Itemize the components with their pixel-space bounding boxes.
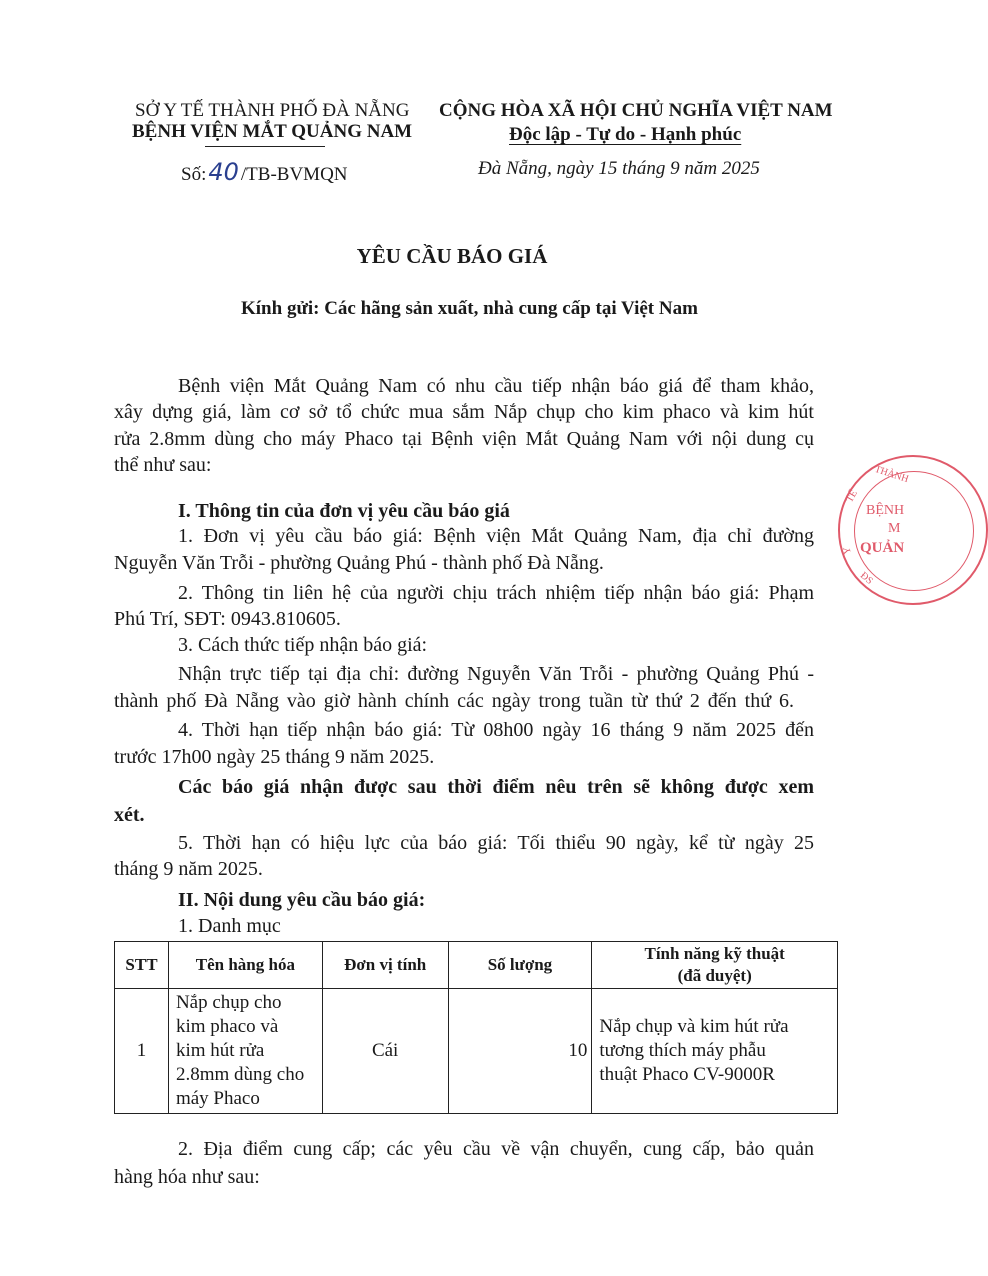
section-1-item: tháng 9 năm 2025. <box>114 858 263 880</box>
document-number <box>181 158 348 186</box>
seal-text: M <box>888 521 901 536</box>
section-1-item: 3. Cách thức tiếp nhận báo giá: <box>178 634 428 656</box>
section-1-item: 4. Thời hạn tiếp nhận báo giá: Từ 08h00 ngày 16 tháng 9 năm 2025 đến <box>178 719 814 741</box>
seal-text: Y <box>841 545 854 556</box>
name-line: 2.8mm dùng cho <box>175 1064 305 1085</box>
org-underline <box>205 146 325 147</box>
deadline-notice: Các báo giá nhận được sau thời điểm nêu trên sẽ không được xem <box>178 776 814 798</box>
section-1-item: trước 17h00 ngày 25 tháng 9 năm 2025. <box>114 746 435 768</box>
intro-line: thể như sau: <box>114 454 212 476</box>
section-1-item: Phú Trí, SĐT: 0943.810605. <box>114 608 341 630</box>
spec-line: tương thích máy phẫu <box>599 1040 766 1061</box>
section-1-item: thành phố Đà Nẵng vào giờ hành chính các ngày trong tuần từ thứ 2 đến thứ 6. <box>114 690 794 712</box>
col-header-stt: STT <box>115 942 169 989</box>
seal-text: ĐS <box>857 570 875 587</box>
handwritten-number: 40 <box>208 158 239 186</box>
section-1-item: Nhận trực tiếp tại địa chỉ: đường Nguyễn Văn Trỗi - phường Quảng Phú - <box>178 663 814 685</box>
section-2-item: hàng hóa như sau: <box>114 1166 260 1188</box>
seal-text: BỆNH <box>866 503 905 518</box>
spec-line: thuật Phaco CV-9000R <box>599 1064 775 1085</box>
intro-line: xây dựng giá, làm cơ sở tổ chức mua sắm Nắp chụp cho kim phaco và kim hút <box>114 401 814 423</box>
org-parent: SỞ Y TẾ THÀNH PHỐ ĐÀ NẴNG <box>135 100 410 121</box>
section-2-subheading: 1. Danh mục <box>178 915 281 937</box>
items-table <box>114 941 838 1114</box>
cell-unit: Cái <box>322 989 448 1114</box>
table-row <box>115 989 838 1114</box>
spec-line: Nắp chụp và kim hút rửa <box>599 1016 789 1037</box>
intro-line: rửa 2.8mm dùng cho máy Phaco tại Bệnh viện Mắt Quảng Nam với nội dung cụ <box>114 428 814 450</box>
date-line: Đà Nẵng, ngày 15 tháng 9 năm 2025 <box>478 158 760 179</box>
name-line: kim hút rửa <box>175 1040 265 1061</box>
name-line: máy Phaco <box>175 1088 260 1109</box>
deadline-notice: xét. <box>114 804 145 826</box>
section-2-heading: II. Nội dung yêu cầu báo giá: <box>178 889 426 911</box>
seal-text: THÀNH <box>873 463 910 486</box>
cell-name <box>168 989 322 1114</box>
section-1-heading: I. Thông tin của đơn vị yêu cầu báo giá <box>178 500 510 522</box>
org-name <box>132 121 412 143</box>
section-1-item: 1. Đơn vị yêu cầu báo giá: Bệnh viện Mắt Quảng Nam, địa chỉ đường <box>178 525 814 547</box>
section-2-item: 2. Địa điểm cung cấp; các yêu cầu về vận chuyển, cung cấp, bảo quản <box>178 1138 814 1160</box>
section-1-item: 2. Thông tin liên hệ của người chịu trách nhiệm tiếp nhận báo giá: Phạm <box>178 582 814 604</box>
intro-line: Bệnh viện Mắt Quảng Nam có nhu cầu tiếp nhận báo giá để tham khảo, <box>178 375 814 397</box>
name-line: Nắp chụp cho <box>175 992 282 1013</box>
col-header-unit: Đơn vị tính <box>322 942 448 989</box>
seal-text: QUẢN <box>860 540 905 556</box>
col-header-spec <box>592 942 838 989</box>
seal-text: TẾ <box>844 488 860 505</box>
spec-header-line: Tính năng kỹ thuật <box>644 944 785 963</box>
cell-qty: 10 <box>448 989 592 1114</box>
col-header-qty: Số lượng <box>448 942 592 989</box>
section-1-item: 5. Thời hạn có hiệu lực của báo giá: Tối thiểu 90 ngày, kể từ ngày 25 <box>178 832 814 854</box>
number-prefix: Số: <box>181 164 207 185</box>
col-header-name: Tên hàng hóa <box>168 942 322 989</box>
section-1-item: Nguyễn Văn Trỗi - phường Quảng Phú - thành phố Đà Nẵng. <box>114 552 604 574</box>
number-suffix: /TB-BVMQN <box>240 164 348 185</box>
table-header-row <box>115 942 838 989</box>
cell-stt: 1 <box>115 989 169 1114</box>
org-name-text: BỆNH VIỆN MẮT QUẢNG NAM <box>132 121 413 142</box>
spec-header-line: (đã duyệt) <box>677 966 752 985</box>
national-title: CỘNG HÒA XÃ HỘI CHỦ NGHĨA VIỆT NAM <box>439 100 833 121</box>
seal-inner-ring <box>854 471 974 591</box>
cell-spec <box>592 989 838 1114</box>
national-motto: Độc lập - Tự do - Hạnh phúc <box>509 124 742 145</box>
recipient: Kính gửi: Các hãng sản xuất, nhà cung cấp tại Việt Nam <box>241 298 698 319</box>
page-title: YÊU CẦU BÁO GIÁ <box>356 244 548 268</box>
name-line: kim phaco và <box>175 1016 279 1037</box>
official-seal <box>838 455 988 605</box>
